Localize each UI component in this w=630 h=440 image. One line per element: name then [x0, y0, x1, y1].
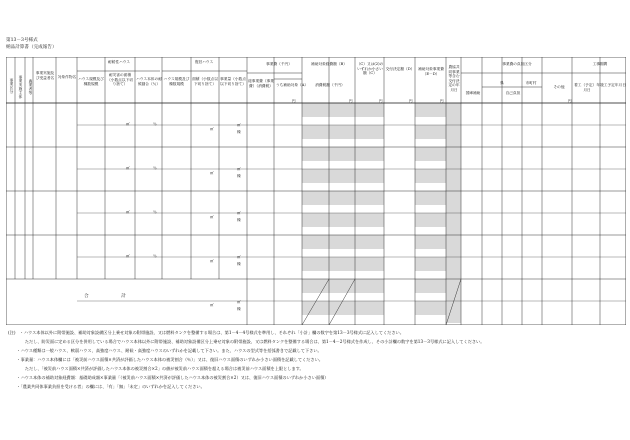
shaded-cell — [355, 213, 384, 227]
shaded-cell — [302, 191, 329, 205]
shaded-cell — [329, 169, 355, 183]
header-jueki: 事業実施及び受益者名 — [35, 71, 55, 80]
shaded-cell — [355, 257, 384, 271]
header-kanryo: 竣工予定年月日 — [600, 83, 626, 87]
total-label: 合 計 — [84, 294, 140, 299]
unit-pct: ％ — [153, 122, 157, 126]
header-ken: 県 — [500, 81, 504, 85]
unit-m2: ㎡ — [210, 171, 214, 175]
shaded-cell — [329, 235, 355, 249]
shaded-cell — [415, 169, 446, 183]
total-unit-mune: 棟 — [237, 307, 241, 311]
shaded-cell — [329, 301, 355, 315]
shaded-cell — [302, 235, 329, 249]
shaded-cell — [329, 147, 355, 161]
header-jigyo-shutai: 事業実施主体 — [19, 75, 23, 99]
shaded-cell — [415, 191, 446, 205]
header-menseki: 面積（小数点以下切り捨て） — [192, 77, 218, 86]
header-jutai-kibo: ハウス規模及び棟数規模 — [163, 77, 190, 86]
header-jigyo-kaisi: 農協共同事業等含む交付決定の年月日 — [448, 65, 460, 92]
shaded-cell — [415, 235, 446, 249]
unit-m2: ㎡ — [237, 167, 241, 171]
total-row-bg — [6, 279, 247, 325]
note-line: (注) ・ハウス本体以外に附帯施設、補助対象設備区分上乗せ対象の附帯施設、又は燃料タンクを整備する場合は、第1－4－4号様式を準用し、それぞれ「小計」欄の数字を第13－3号様式に記入してください。 — [8, 330, 404, 335]
unit-m2: ㎡ — [210, 259, 214, 263]
unit-pct: ％ — [153, 210, 157, 214]
header-tai-kofu: 耐災害の面積（小数点以下切り捨て） — [107, 73, 133, 87]
shaded-cell — [329, 213, 355, 227]
unit-mune: 棟 — [237, 262, 241, 266]
table-grid-lines — [6, 57, 626, 325]
header-jigyohi-futan: 事業費の負担区分 — [502, 62, 532, 66]
header-kofu-kettei: 交付決定額（D） — [385, 67, 415, 71]
shaded-cell — [415, 213, 446, 227]
header-hojo-kyotei: 補助対象経費額（B） — [311, 62, 347, 66]
shaded-cell — [302, 169, 329, 183]
shaded-cell — [329, 125, 355, 139]
header-uchi-zeigaku: 消費税額（千円） — [315, 83, 345, 87]
header-jutai-house: 復旧ハウス — [194, 60, 214, 64]
shaded-cell — [302, 103, 329, 117]
header-uchi-hojo: うち補助対象（A） — [275, 83, 309, 87]
shaded-cell — [302, 301, 329, 315]
header-hozen-house: 耐候性ハウス — [107, 60, 130, 64]
unit-m2: ㎡ — [237, 123, 241, 127]
unit-m2: ㎡ — [126, 254, 130, 258]
header-chakko: 着工（予定）年月日 — [574, 83, 600, 92]
shaded-cell — [415, 301, 446, 315]
shaded-cell — [329, 191, 355, 205]
shaded-cell — [355, 103, 384, 117]
header-kuni: 国庫補助 — [465, 91, 481, 95]
header-taisho-sakumotsu: 対象作物名 — [57, 75, 77, 79]
header-jigyohi-total: 総事業費（事業費）（消費税） — [248, 79, 274, 88]
shaded-cell — [355, 147, 384, 161]
unit-m2: ㎡ — [237, 255, 241, 259]
shaded-cell — [415, 103, 446, 117]
shaded-cell — [329, 257, 355, 271]
header-tankachi: （C）又は(2)のいずれか小さい額（C） — [356, 62, 384, 76]
shaded-cell — [355, 279, 384, 293]
unit-yen-6: 円 — [568, 99, 572, 103]
header-seisansha: 農業者等 — [29, 79, 33, 95]
unit-pct: ％ — [153, 254, 157, 258]
unit-m2: ㎡ — [210, 215, 214, 219]
header-shichoson: 市町村 — [525, 81, 537, 85]
note-line: ・ハウス種類は一般ハウス、軟弱ハウス、高強度ハウス、耐候・高強度ハウスのいずれかを記載して下さい。また、ハウスの型式等を括弧書きで記載して下さい。 — [8, 348, 322, 353]
unit-m2: ㎡ — [126, 122, 130, 126]
shaded-cell — [355, 301, 384, 315]
shaded-cell — [355, 235, 384, 249]
total-unit-m2: ㎡ — [237, 300, 241, 304]
unit-m2: ㎡ — [237, 211, 241, 215]
calculation-table — [6, 57, 626, 329]
unit-m2: ㎡ — [126, 166, 130, 170]
note-line: ・事業量：ハウス本体欄には「被災前ハウス面積×共済が評価したハウス本体の被災割合（％）」又は、復旧ハウス面積のいずれか小さい面積を記載してください。 — [8, 357, 323, 362]
shaded-cell — [415, 147, 446, 161]
unit-yen-4: 円 — [409, 99, 413, 103]
unit-yen-1: 円 — [292, 99, 296, 103]
note-line: ただし、「被災前ハウス面積×共済が評価したハウス本体の被災割合×2」の値が被災前ハウス面積を超える場合は被災前ハウス面積を上限とします。 — [8, 366, 304, 371]
header-jigyohi: 事業費（千円） — [266, 62, 292, 66]
header-kikan: 工事期間 — [592, 62, 608, 66]
header-jikofutan: 自己負担 — [505, 91, 521, 95]
header-house-honbu: ハウス本体の耐候割合（％） — [136, 77, 162, 86]
unit-m2: ㎡ — [210, 127, 214, 131]
shaded-cell — [302, 125, 329, 139]
total-unit-m2: ㎡ — [210, 303, 214, 307]
note-line: ・「農業共同体事業負担を受ける者」の欄には、「有」「無」「未定」のいずれかを記入してください。 — [8, 384, 205, 389]
shaded-cell — [302, 257, 329, 271]
unit-mune: 棟 — [237, 174, 241, 178]
shaded-cell — [302, 147, 329, 161]
shaded-cell — [415, 279, 446, 293]
header-hojo-zangaku: 補助対象事業費（E－D） — [418, 67, 444, 76]
unit-mune: 棟 — [237, 218, 241, 222]
form-number: 第13－3号様式 — [6, 38, 38, 43]
document-title: 納品計算書（完成報告） — [6, 45, 57, 50]
note-line: ただし、防災面に定める区分を併用している場合でハウス本体以外に附帯施設、補助対象設備区分上乗せ対象の附帯施設、又は燃料タンクを整備する場合は、第1－4－2号様式を作成し、その小計欄の数字を第13－3号様式に記入してください。 — [8, 339, 485, 344]
unit-pct: ％ — [153, 166, 157, 170]
note-line: ・ハウス本体の補助対象経費額：基礎助成額×事業量「（被災前ハウス面積×共済が評価したハウス本体の被災割合×2）又は、復旧ハウス面積のいずれか小さい面積） — [8, 375, 329, 380]
unit-yen-2: 円 — [349, 99, 353, 103]
header-sonota: その他 — [553, 85, 565, 89]
unit-mune: 棟 — [237, 130, 241, 134]
shaded-cell — [302, 213, 329, 227]
header-jigyoryo: 事業量（小数点以下切り捨て） — [220, 77, 246, 86]
shaded-cell — [355, 169, 384, 183]
header-jigyo-kubun: 事業区分 — [10, 78, 14, 94]
shaded-cell — [415, 125, 446, 139]
unit-yen-3: 円 — [379, 99, 383, 103]
shaded-cell — [355, 191, 384, 205]
shaded-cell — [355, 125, 384, 139]
header-house-kibo: ハウス規模及び棟数規模 — [78, 77, 104, 86]
shaded-cell — [415, 257, 446, 271]
unit-m2: ㎡ — [126, 210, 130, 214]
shaded-cell — [329, 103, 355, 117]
unit-yen-5: 円 — [440, 99, 444, 103]
